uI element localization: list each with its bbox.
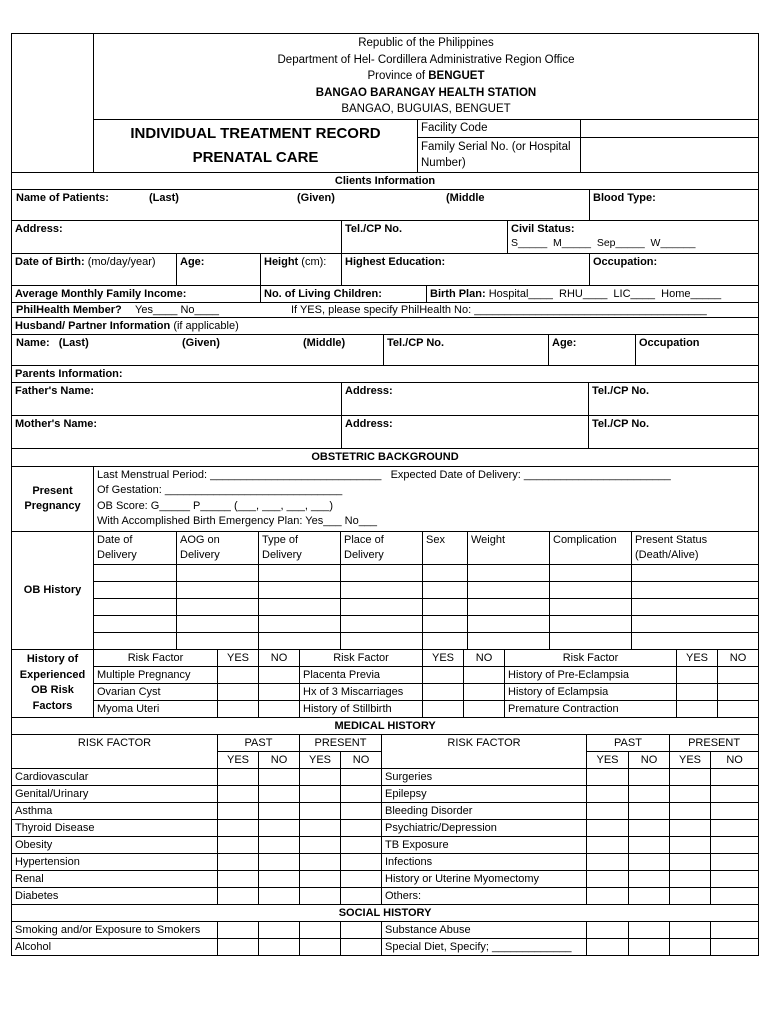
history-col-date: Date of Delivery <box>94 531 177 564</box>
check-cell[interactable] <box>629 836 670 853</box>
check-cell[interactable] <box>587 785 629 802</box>
risk-factor-label: Thyroid Disease <box>12 819 218 836</box>
father-name-field[interactable]: Father's Name: <box>12 382 342 415</box>
check-cell[interactable] <box>218 887 259 904</box>
cell[interactable] <box>94 598 177 615</box>
cell[interactable] <box>177 598 259 615</box>
yes-header-2: YES <box>423 649 464 666</box>
check-cell[interactable] <box>711 938 759 955</box>
check-cell[interactable] <box>629 819 670 836</box>
lmp-edd-line <box>97 468 755 484</box>
no-cell[interactable] <box>464 700 505 717</box>
cell[interactable] <box>259 564 341 581</box>
check-cell[interactable] <box>711 819 759 836</box>
check-cell[interactable] <box>341 802 382 819</box>
cell[interactable] <box>632 564 759 581</box>
cell[interactable] <box>550 632 632 649</box>
husband-given-label: (Given) <box>182 336 220 349</box>
height-field[interactable] <box>261 253 342 285</box>
risk-item: Multiple Pregnancy <box>94 666 218 683</box>
ob-score-field: OB Score: G_____ P_____ (___, ___, ___, ___) <box>97 499 334 512</box>
cell[interactable] <box>177 581 259 598</box>
risk-factor-label: Epilepsy <box>382 785 587 802</box>
yes-cell[interactable] <box>677 700 718 717</box>
given-name-label: (Given) <box>297 191 335 204</box>
check-cell[interactable] <box>629 870 670 887</box>
check-cell[interactable] <box>300 887 341 904</box>
yes-cell[interactable] <box>423 666 464 683</box>
cell[interactable] <box>632 615 759 632</box>
ob-history-row <box>12 632 759 649</box>
social-history-heading: SOCIAL HISTORY <box>12 904 759 921</box>
risk-factor-label: Psychiatric/Depression <box>382 819 587 836</box>
ob-history-row <box>12 615 759 632</box>
check-cell[interactable] <box>629 802 670 819</box>
risk-factor-label: Alcohol <box>12 938 218 955</box>
cell[interactable] <box>550 581 632 598</box>
agency-line-1: Republic of the Philippines <box>358 37 494 49</box>
medical-history <box>11 717 759 956</box>
children-field[interactable]: No. of Living Children: <box>261 285 427 302</box>
yes-cell[interactable] <box>423 683 464 700</box>
parents-info <box>11 365 759 449</box>
form-title <box>94 119 418 172</box>
check-cell[interactable] <box>300 819 341 836</box>
no-cell[interactable] <box>718 683 759 700</box>
check-cell[interactable] <box>300 853 341 870</box>
medical-risk-header-left: RISK FACTOR <box>12 734 218 768</box>
check-cell[interactable] <box>218 938 259 955</box>
risk-item: History of Pre-Eclampsia <box>505 666 677 683</box>
check-cell[interactable] <box>587 802 629 819</box>
husband-heading-label: Husband/ Partner Information <box>15 319 171 332</box>
yes-cell[interactable] <box>218 683 259 700</box>
form-title-line-1: INDIVIDUAL TREATMENT RECORD <box>130 124 381 142</box>
check-cell[interactable] <box>300 768 341 785</box>
husband-heading-note: (if applicable) <box>173 319 239 332</box>
history-row <box>12 785 759 802</box>
education-field[interactable]: Highest Education: <box>342 253 590 285</box>
history-row <box>12 819 759 836</box>
check-cell[interactable] <box>587 870 629 887</box>
risk-factor-header-2: Risk Factor <box>300 649 423 666</box>
check-cell[interactable] <box>259 870 300 887</box>
cell[interactable] <box>341 564 423 581</box>
emergency-plan-field: With Accomplished Birth Emergency Plan: Yes___ No___ <box>97 515 378 527</box>
cell[interactable] <box>550 598 632 615</box>
history-col-weight: Weight <box>468 531 550 564</box>
risk-item: History of Stillbirth <box>300 700 423 717</box>
risk-factor-label: Genital/Urinary <box>12 785 218 802</box>
yes-header: YES <box>218 751 259 768</box>
cell[interactable] <box>550 615 632 632</box>
husband-tel-field[interactable]: Tel./CP No. <box>384 334 549 365</box>
medical-history-heading: MEDICAL HISTORY <box>12 717 759 734</box>
history-col-place: Place of Delivery <box>341 531 423 564</box>
check-cell[interactable] <box>629 768 670 785</box>
risk-item: Placenta Previa <box>300 666 423 683</box>
yes-header: YES <box>670 751 711 768</box>
no-header: NO <box>259 751 300 768</box>
ob-risk-factors <box>11 649 759 718</box>
cell[interactable] <box>259 632 341 649</box>
check-cell[interactable] <box>218 819 259 836</box>
yes-header-1: YES <box>218 649 259 666</box>
check-cell[interactable] <box>711 887 759 904</box>
station-address: BANGAO, BUGUIAS, BENGUET <box>341 103 511 115</box>
check-cell[interactable] <box>218 921 259 938</box>
yes-cell[interactable] <box>423 700 464 717</box>
cell[interactable] <box>423 632 468 649</box>
birth-plan-options: Hospital____ RHU____ LIC____ Home_____ <box>488 287 722 300</box>
no-cell[interactable] <box>464 666 505 683</box>
check-cell[interactable] <box>670 819 711 836</box>
check-cell[interactable] <box>218 836 259 853</box>
check-cell[interactable] <box>670 853 711 870</box>
height-label: Height <box>264 255 299 268</box>
cell[interactable] <box>423 615 468 632</box>
history-row <box>12 921 759 938</box>
husband-middle-label: (Middle) <box>303 336 346 349</box>
check-cell[interactable] <box>629 785 670 802</box>
check-cell[interactable] <box>341 870 382 887</box>
cell[interactable] <box>177 632 259 649</box>
lmp-field: Last Menstrual Period: ____________________________ <box>97 468 382 481</box>
present-header-right: PRESENT <box>670 734 759 751</box>
yes-header: YES <box>587 751 629 768</box>
risk-factor-label: Others: <box>382 887 587 904</box>
cell[interactable] <box>259 615 341 632</box>
blood-type-field[interactable]: Blood Type: <box>590 189 759 220</box>
husband-heading <box>12 317 759 334</box>
check-cell[interactable] <box>218 853 259 870</box>
history-row <box>12 768 759 785</box>
risk-factor-label: Substance Abuse <box>382 921 587 938</box>
no-header: NO <box>711 751 759 768</box>
check-cell[interactable] <box>259 785 300 802</box>
check-cell[interactable] <box>670 802 711 819</box>
check-cell[interactable] <box>587 836 629 853</box>
check-cell[interactable] <box>259 836 300 853</box>
cell[interactable] <box>632 598 759 615</box>
philhealth-field[interactable] <box>12 302 759 317</box>
cell[interactable] <box>423 581 468 598</box>
no-header-1: NO <box>259 649 300 666</box>
present-header-left: PRESENT <box>300 734 382 751</box>
logo-area <box>12 34 94 173</box>
history-col-complication: Complication <box>550 531 632 564</box>
risk-item: Ovarian Cyst <box>94 683 218 700</box>
risk-factor-label: Infections <box>382 853 587 870</box>
income-field[interactable]: Average Monthly Family Income: <box>12 285 261 302</box>
check-cell[interactable] <box>711 853 759 870</box>
check-cell[interactable] <box>341 785 382 802</box>
cell[interactable] <box>632 581 759 598</box>
history-row <box>12 887 759 904</box>
gestation-field: Of Gestation: _____________________________ <box>97 484 343 496</box>
family-serial-field[interactable] <box>581 137 759 172</box>
history-col-type: Type of Delivery <box>259 531 341 564</box>
check-cell[interactable] <box>711 802 759 819</box>
occupation-field[interactable]: Occupation: <box>590 253 759 285</box>
ob-history-row <box>12 598 759 615</box>
history-col-status: Present Status (Death/Alive) <box>632 531 759 564</box>
no-header-2: NO <box>464 649 505 666</box>
no-header: NO <box>629 751 670 768</box>
risk-item: Myoma Uteri <box>94 700 218 717</box>
cell[interactable] <box>468 598 550 615</box>
cell[interactable] <box>550 564 632 581</box>
risk-item: History of Eclampsia <box>505 683 677 700</box>
civil-status-options: S_____ M_____ Sep_____ W______ <box>511 236 696 249</box>
no-header-3: NO <box>718 649 759 666</box>
no-cell[interactable] <box>718 666 759 683</box>
yes-cell[interactable] <box>677 683 718 700</box>
yes-cell[interactable] <box>677 666 718 683</box>
ob-history-row <box>12 581 759 598</box>
check-cell[interactable] <box>341 921 382 938</box>
husband-age-field[interactable]: Age: <box>549 334 636 365</box>
check-cell[interactable] <box>259 921 300 938</box>
risk-item: Hx of 3 Miscarriages <box>300 683 423 700</box>
check-cell[interactable] <box>587 768 629 785</box>
cell[interactable] <box>468 615 550 632</box>
yes-header: YES <box>300 751 341 768</box>
check-cell[interactable] <box>341 836 382 853</box>
check-cell[interactable] <box>300 921 341 938</box>
no-cell[interactable] <box>259 700 300 717</box>
cell[interactable] <box>94 581 177 598</box>
last-name-label: (Last) <box>149 191 179 204</box>
check-cell[interactable] <box>300 938 341 955</box>
cell[interactable] <box>341 581 423 598</box>
birth-plan-label: Birth Plan: <box>430 287 486 300</box>
check-cell[interactable] <box>218 768 259 785</box>
check-cell[interactable] <box>670 887 711 904</box>
check-cell[interactable] <box>711 870 759 887</box>
history-row <box>12 938 759 955</box>
agency-block <box>94 34 759 120</box>
check-cell[interactable] <box>587 853 629 870</box>
risk-factor-label: Asthma <box>12 802 218 819</box>
yes-header-3: YES <box>677 649 718 666</box>
history-col-aog: AOG on Delivery <box>177 531 259 564</box>
check-cell[interactable] <box>670 785 711 802</box>
check-cell[interactable] <box>341 887 382 904</box>
husband-name-field[interactable] <box>12 334 384 365</box>
check-cell[interactable] <box>341 853 382 870</box>
check-cell[interactable] <box>259 819 300 836</box>
ob-history-label: OB History <box>12 531 94 649</box>
patient-name-field[interactable] <box>12 189 590 220</box>
station-name: BANGAO BARANGAY HEALTH STATION <box>315 86 537 99</box>
no-cell[interactable] <box>259 683 300 700</box>
client-info <box>11 172 759 318</box>
cell[interactable] <box>632 632 759 649</box>
check-cell[interactable] <box>259 887 300 904</box>
husband-last-label: Name: (Last) <box>16 336 89 349</box>
father-tel-field[interactable]: Tel./CP No. <box>589 382 759 415</box>
history-row <box>12 836 759 853</box>
yes-cell[interactable] <box>218 666 259 683</box>
check-cell[interactable] <box>670 921 711 938</box>
risk-factor-label: Bleeding Disorder <box>382 802 587 819</box>
parents-heading: Parents Information: <box>12 365 759 382</box>
cell[interactable] <box>341 598 423 615</box>
agency-line-3: Province of BENGUET <box>367 70 485 82</box>
risk-factor-header-3: Risk Factor <box>505 649 677 666</box>
mother-address-field[interactable]: Address: <box>342 415 589 448</box>
risk-factor-label: Cardiovascular <box>12 768 218 785</box>
cell[interactable] <box>94 632 177 649</box>
check-cell[interactable] <box>629 853 670 870</box>
check-cell[interactable] <box>711 785 759 802</box>
no-cell[interactable] <box>718 700 759 717</box>
cell[interactable] <box>177 564 259 581</box>
husband-info <box>11 317 759 366</box>
history-row <box>12 802 759 819</box>
check-cell[interactable] <box>259 768 300 785</box>
check-cell[interactable] <box>300 870 341 887</box>
history-row <box>12 853 759 870</box>
civil-status-label: Civil Status: <box>511 222 575 235</box>
dob-label: Date of Birth: <box>15 255 85 268</box>
past-header-left: PAST <box>218 734 300 751</box>
check-cell[interactable] <box>300 785 341 802</box>
mother-tel-field[interactable]: Tel./CP No. <box>589 415 759 448</box>
husband-occupation-field[interactable]: Occupation <box>636 334 759 365</box>
check-cell[interactable] <box>670 938 711 955</box>
check-cell[interactable] <box>218 802 259 819</box>
check-cell[interactable] <box>218 870 259 887</box>
dob-field[interactable] <box>12 253 177 285</box>
birth-plan-field[interactable] <box>427 285 759 302</box>
no-header: NO <box>341 751 382 768</box>
check-cell[interactable] <box>300 802 341 819</box>
cell[interactable] <box>423 564 468 581</box>
cell[interactable] <box>468 632 550 649</box>
cell[interactable] <box>468 564 550 581</box>
family-serial-label: Family Serial No. (or Hospital Number) <box>418 137 581 172</box>
cell[interactable] <box>468 581 550 598</box>
yes-cell[interactable] <box>218 700 259 717</box>
agency-line-2: Department of Hel- Cordillera Administrative Region Office <box>277 53 575 66</box>
history-col-sex: Sex <box>423 531 468 564</box>
risk-factor-label: Renal <box>12 870 218 887</box>
check-cell[interactable] <box>587 819 629 836</box>
patient-name-label: Name of Patients: <box>16 191 109 204</box>
check-cell[interactable] <box>711 836 759 853</box>
risk-factor-label: TB Exposure <box>382 836 587 853</box>
check-cell[interactable] <box>670 768 711 785</box>
risk-factor-label: Obesity <box>12 836 218 853</box>
check-cell[interactable] <box>629 921 670 938</box>
present-pregnancy-label: Present Pregnancy <box>12 466 94 531</box>
risk-factor-header-1: Risk Factor <box>94 649 218 666</box>
check-cell[interactable] <box>629 938 670 955</box>
prenatal-form <box>11 33 758 956</box>
risk-factor-label: Surgeries <box>382 768 587 785</box>
philhealth-specify: If YES, please specify PhilHealth No: ______________________________________ <box>291 303 707 316</box>
check-cell[interactable] <box>259 853 300 870</box>
check-cell[interactable] <box>670 836 711 853</box>
dob-format: (mo/day/year) <box>87 255 156 268</box>
height-unit: (cm): <box>301 255 327 268</box>
present-pregnancy-fields[interactable] <box>94 466 759 531</box>
check-cell[interactable] <box>259 938 300 955</box>
history-row <box>12 870 759 887</box>
check-cell[interactable] <box>218 785 259 802</box>
ob-risk-title: History of Experienced OB Risk Factors <box>12 649 94 717</box>
tel-field[interactable]: Tel./CP No. <box>342 220 508 253</box>
cell[interactable] <box>94 615 177 632</box>
check-cell[interactable] <box>711 921 759 938</box>
obstetric-heading: OBSTETRIC BACKGROUND <box>12 448 759 466</box>
facility-code-label: Facility Code <box>418 119 581 137</box>
check-cell[interactable] <box>670 870 711 887</box>
check-cell[interactable] <box>259 802 300 819</box>
cell[interactable] <box>259 581 341 598</box>
philhealth-options: Yes____ No____ <box>135 303 220 316</box>
address-field[interactable]: Address: <box>12 220 342 253</box>
check-cell[interactable] <box>341 768 382 785</box>
medical-risk-header-right: RISK FACTOR <box>382 734 587 768</box>
ob-history-row <box>12 564 759 581</box>
civil-status-field[interactable] <box>508 220 759 253</box>
cell[interactable] <box>341 632 423 649</box>
cell[interactable] <box>177 615 259 632</box>
risk-factor-label: History or Uterine Myomectomy <box>382 870 587 887</box>
cell[interactable] <box>423 598 468 615</box>
check-cell[interactable] <box>300 836 341 853</box>
risk-item: Premature Contraction <box>505 700 677 717</box>
form-header <box>11 33 759 173</box>
no-cell[interactable] <box>464 683 505 700</box>
past-header-right: PAST <box>587 734 670 751</box>
age-field[interactable]: Age: <box>177 253 261 285</box>
check-cell[interactable] <box>587 887 629 904</box>
middle-name-label: (Middle <box>446 191 485 204</box>
no-cell[interactable] <box>259 666 300 683</box>
check-cell[interactable] <box>711 768 759 785</box>
risk-factor-label: Smoking and/or Exposure to Smokers <box>12 921 218 938</box>
check-cell[interactable] <box>341 819 382 836</box>
edd-field: Expected Date of Delivery: ________________________ <box>390 468 671 481</box>
risk-factor-label: Diabetes <box>12 887 218 904</box>
cell[interactable] <box>94 564 177 581</box>
philhealth-label: PhilHealth Member? <box>16 303 122 316</box>
check-cell[interactable] <box>341 938 382 955</box>
cell[interactable] <box>341 615 423 632</box>
risk-factor-label: Special Diet, Specify; _____________ <box>382 938 587 955</box>
check-cell[interactable] <box>587 938 629 955</box>
obstetric-background <box>11 448 759 650</box>
check-cell[interactable] <box>629 887 670 904</box>
facility-code-field[interactable] <box>581 119 759 137</box>
check-cell[interactable] <box>587 921 629 938</box>
form-title-line-2: PRENATAL CARE <box>192 148 319 166</box>
cell[interactable] <box>259 598 341 615</box>
clients-info-heading: Clients Information <box>12 172 759 189</box>
mother-name-field[interactable]: Mother's Name: <box>12 415 342 448</box>
risk-factor-label: Hypertension <box>12 853 218 870</box>
father-address-field[interactable]: Address: <box>342 382 589 415</box>
